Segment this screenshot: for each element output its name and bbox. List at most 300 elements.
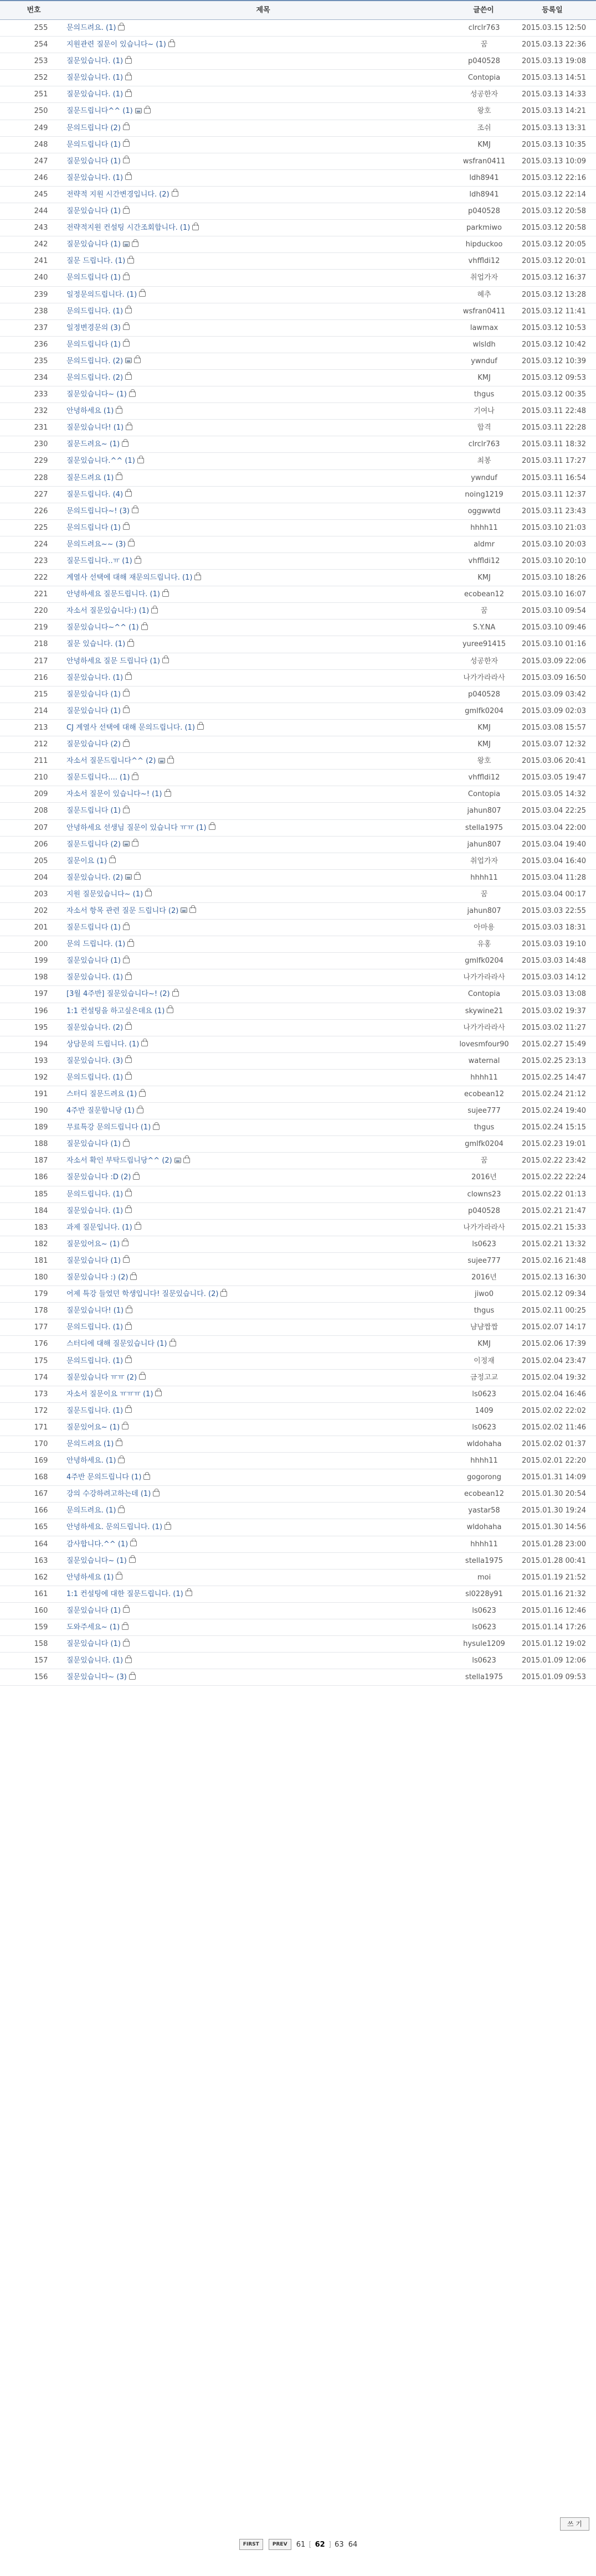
post-title-text: 도와주세요~ (1) (66, 1623, 120, 1632)
post-date: 2015.03.09 22:06 (521, 657, 586, 665)
post-title-link[interactable] (66, 803, 454, 819)
post-title-link[interactable] (66, 220, 454, 236)
post-number: 226 (34, 507, 48, 515)
table-row (0, 337, 596, 353)
table-row (0, 670, 596, 686)
post-title-link[interactable] (66, 1269, 454, 1286)
table-row (0, 720, 596, 736)
post-author: 최봉 (477, 457, 491, 466)
post-title-link[interactable] (66, 1469, 454, 1485)
post-number: 250 (34, 107, 48, 116)
post-title-text: 자소서 항목 관련 질문 드립니다 (2) (66, 906, 179, 915)
post-title-text: 어제 특강 들었던 학생입니다! 질문있습니다. (2) (66, 1290, 219, 1299)
post-title-link[interactable] (66, 1370, 454, 1386)
post-title-link[interactable] (66, 1286, 454, 1302)
post-date: 2015.03.11 22:48 (521, 407, 586, 416)
post-title-link[interactable] (66, 153, 454, 169)
table-row (0, 1036, 596, 1053)
post-date: 2015.03.12 10:53 (521, 323, 586, 332)
post-number: 251 (34, 90, 48, 99)
image-icon (125, 358, 132, 363)
page-link[interactable]: 64 (348, 2540, 358, 2549)
post-title-link[interactable] (66, 53, 454, 69)
lock-icon (167, 758, 174, 763)
post-title-link[interactable] (66, 853, 454, 869)
post-title-text: 문의드립니다. (1) (66, 307, 124, 316)
post-title-link[interactable] (66, 1003, 454, 1019)
lock-icon (141, 624, 148, 630)
post-title-link[interactable] (66, 120, 454, 136)
pagination (0, 2539, 596, 2551)
post-title-text: 질문있습니다 (1) (66, 957, 121, 966)
post-title-text: 질문있습니다~ (1) (66, 390, 127, 399)
post-author: 기여나 (474, 407, 495, 416)
post-title-text: 스터디에 대해 질문있습니다 (1) (66, 1340, 167, 1349)
table-row (0, 1353, 596, 1370)
post-title-text: 일정문의드립니다. (1) (66, 290, 137, 299)
post-number: 161 (34, 1589, 48, 1598)
table-row (0, 370, 596, 386)
table-row (0, 1169, 596, 1186)
post-date: 2015.03.03 18:31 (521, 923, 586, 932)
post-date: 2015.03.12 16:37 (521, 273, 586, 282)
lock-icon (139, 1091, 146, 1097)
post-title-link[interactable] (66, 353, 454, 369)
header-no: 번호 (27, 6, 41, 14)
post-title-link[interactable] (66, 1036, 454, 1052)
post-author: hhhh11 (470, 523, 498, 532)
post-author: KMJ (477, 740, 491, 749)
post-date: 2015.02.07 14:17 (521, 1323, 586, 1332)
post-author: ldh8941 (469, 173, 499, 182)
post-title-link[interactable] (66, 103, 454, 119)
post-title-link[interactable] (66, 303, 454, 319)
table-row (0, 1453, 596, 1469)
post-number: 169 (34, 1457, 48, 1465)
post-title-link[interactable] (66, 570, 454, 586)
lock-icon (139, 291, 146, 297)
post-date: 2015.03.12 00:35 (521, 390, 586, 399)
post-title-link[interactable] (66, 720, 454, 736)
post-date: 2015.02.21 13:32 (521, 1240, 586, 1248)
page-link[interactable]: 61 (296, 2540, 306, 2549)
post-title-link[interactable] (66, 536, 454, 553)
table-row (0, 103, 596, 120)
post-title-text: 문의드립니다. (1) (66, 1356, 124, 1365)
post-title-link[interactable] (66, 86, 454, 102)
post-date: 2015.03.12 22:14 (521, 190, 586, 199)
post-title-link[interactable] (66, 1336, 454, 1352)
post-title-text: 질문드립니다.... (1) (66, 773, 130, 782)
lock-icon (137, 1108, 143, 1113)
first-page-button[interactable]: FIRST (239, 2539, 263, 2550)
post-author: ldh8941 (469, 190, 499, 199)
post-title-link[interactable] (66, 386, 454, 402)
table-row (0, 86, 596, 103)
post-number: 227 (34, 490, 48, 499)
post-author: hipduckoo (465, 240, 503, 249)
post-author: sujee777 (467, 1256, 501, 1265)
lock-icon (123, 141, 130, 147)
lock-icon (123, 208, 130, 214)
table-row (0, 320, 596, 337)
table-row (0, 453, 596, 469)
table-row (0, 1503, 596, 1519)
table-row (0, 470, 596, 487)
table-row (0, 137, 596, 153)
lock-icon (125, 974, 132, 980)
post-title-link[interactable] (66, 70, 454, 86)
post-title-link[interactable] (66, 1453, 454, 1469)
post-title-link[interactable] (66, 1319, 454, 1335)
post-title-link[interactable] (66, 20, 454, 36)
post-title-link[interactable] (66, 320, 454, 336)
post-title-link[interactable] (66, 453, 454, 469)
post-title-link[interactable] (66, 337, 454, 353)
post-title-link[interactable] (66, 170, 454, 186)
image-icon (125, 874, 132, 880)
post-title-text: 문의드립니다 (1) (66, 523, 121, 532)
post-date: 2015.01.14 17:26 (521, 1623, 586, 1632)
post-title-link[interactable] (66, 553, 454, 569)
post-title-link[interactable] (66, 253, 454, 269)
post-author: 2016년 (471, 1273, 497, 1282)
table-row (0, 753, 596, 770)
post-author: p040528 (468, 207, 500, 216)
table-row (0, 270, 596, 286)
post-title-text: 질문드립니다 (1) (66, 807, 121, 815)
post-number: 207 (34, 823, 48, 832)
post-number: 186 (34, 1173, 48, 1182)
post-date: 2015.01.09 09:53 (521, 1673, 586, 1682)
lock-icon (151, 608, 158, 613)
lock-icon (162, 658, 169, 663)
lock-icon (116, 1574, 122, 1579)
post-date: 2015.03.12 20:05 (521, 240, 586, 249)
post-title-text: 질문있습니다. (2) (66, 873, 124, 882)
post-title-link[interactable] (66, 620, 454, 636)
post-date: 2015.02.04 16:46 (521, 1390, 586, 1398)
post-title-text: 지원 질문있습니다~ (1) (66, 890, 143, 899)
post-author: S.Y.NA (472, 623, 496, 632)
post-author: 꿈 (480, 607, 488, 616)
post-title-link[interactable] (66, 203, 454, 219)
post-author: 성공한자 (470, 90, 499, 99)
post-date: 2015.03.09 16:50 (521, 673, 586, 682)
page-separator: ] (328, 2540, 331, 2549)
lock-icon (123, 275, 130, 280)
lock-icon (133, 1174, 140, 1180)
post-title-link[interactable] (66, 1203, 454, 1219)
post-title-text: 자소서 질문있습니다:) (1) (66, 607, 150, 616)
post-date: 2015.01.09 12:06 (521, 1656, 586, 1665)
post-title-text: 질문있습니다 (1) (66, 240, 121, 249)
lock-icon (144, 108, 151, 113)
post-title-link[interactable] (66, 820, 454, 836)
post-title-link[interactable] (66, 1386, 454, 1402)
table-row (0, 187, 596, 203)
page-separator: [ (309, 2540, 312, 2549)
lock-icon (123, 324, 130, 330)
post-title-link[interactable] (66, 1136, 454, 1152)
post-title-link[interactable] (66, 886, 454, 902)
post-number: 220 (34, 607, 48, 616)
post-author: lawmax (470, 323, 499, 332)
post-title-link[interactable] (66, 1070, 454, 1086)
post-title-link[interactable] (66, 786, 454, 802)
table-row (0, 1020, 596, 1036)
prev-page-button[interactable]: PREV (269, 2539, 291, 2550)
post-title-link[interactable] (66, 137, 454, 153)
post-author: wlsldh (472, 340, 496, 349)
post-title-link[interactable] (66, 1220, 454, 1236)
lock-icon (134, 358, 141, 363)
post-title-text: 질문있어요~ (1) (66, 1240, 120, 1248)
post-title-link[interactable] (66, 1586, 454, 1602)
post-title-link[interactable] (66, 1553, 454, 1569)
post-number: 213 (34, 723, 48, 732)
post-title-link[interactable] (66, 1053, 454, 1069)
post-title-text: 계열사 선택에 대해 재문의드립니다. (1) (66, 574, 193, 582)
post-title-link[interactable] (66, 270, 454, 286)
post-title-link[interactable] (66, 1603, 454, 1619)
post-title-link[interactable] (66, 753, 454, 769)
post-date: 2015.02.12 09:34 (521, 1290, 586, 1299)
post-title-link[interactable] (66, 1169, 454, 1185)
post-date: 2015.02.24 19:40 (521, 1107, 586, 1116)
post-author: hhhh11 (470, 873, 498, 882)
post-title-link[interactable] (66, 370, 454, 386)
post-author: hhhh11 (470, 1073, 498, 1082)
post-title-link[interactable] (66, 1353, 454, 1369)
post-title-link[interactable] (66, 1653, 454, 1669)
post-title-text: 질문있습니다 (1) (66, 1256, 121, 1265)
post-author: KMJ (477, 723, 491, 732)
table-row (0, 203, 596, 220)
post-date: 2015.03.12 22:16 (521, 173, 586, 182)
post-number: 230 (34, 440, 48, 449)
post-title-link[interactable] (66, 487, 454, 503)
post-number: 159 (34, 1623, 48, 1632)
post-title-link[interactable] (66, 870, 454, 886)
post-number: 222 (34, 574, 48, 582)
post-title-link[interactable] (66, 903, 454, 919)
post-title-text: 문의드립니다. (2) (66, 357, 124, 365)
post-number: 240 (34, 273, 48, 282)
post-title-link[interactable] (66, 736, 454, 752)
lock-icon (130, 1541, 137, 1546)
table-row (0, 153, 596, 170)
table-row (0, 886, 596, 903)
post-author: 나가가라라사 (463, 1023, 505, 1032)
post-title-text: 문의드려요. (1) (66, 1506, 116, 1515)
post-title-link[interactable] (66, 670, 454, 686)
post-title-text: 질문있습니다.^^ (1) (66, 457, 135, 466)
post-title-link[interactable] (66, 470, 454, 486)
post-title-link[interactable] (66, 1086, 454, 1102)
post-title-text: 문의드립니다 (2) (66, 123, 121, 132)
lock-icon (123, 691, 130, 696)
lock-icon (132, 775, 138, 780)
post-title-link[interactable] (66, 1669, 454, 1685)
post-title-text: 질문있습니다 (1) (66, 1640, 121, 1649)
post-number: 171 (34, 1423, 48, 1432)
post-number: 245 (34, 190, 48, 199)
lock-icon (127, 941, 134, 947)
lock-icon (135, 1224, 141, 1230)
post-author: stella1975 (465, 1673, 503, 1682)
post-title-link[interactable] (66, 1519, 454, 1535)
lock-icon (123, 1257, 130, 1263)
post-date: 2015.01.28 23:00 (521, 1540, 586, 1548)
post-date: 2015.03.10 18:26 (521, 574, 586, 582)
post-title-text: 질문있습니다! (1) (66, 1307, 124, 1315)
post-author: vhffldi12 (468, 773, 500, 782)
post-title-text: 문의드립니다. (2) (66, 373, 124, 382)
post-date: 2015.02.02 01:37 (521, 1439, 586, 1448)
lock-icon (123, 741, 130, 747)
post-title-link[interactable] (66, 520, 454, 536)
post-title-text: 질문있습니다. (1) (66, 1206, 124, 1215)
post-title-link[interactable] (66, 287, 454, 303)
lock-icon (127, 258, 134, 264)
post-title-link[interactable] (66, 603, 454, 619)
post-title-text: 안녕하세요. 문의드립니다. (1) (66, 1523, 163, 1532)
post-number: 206 (34, 840, 48, 849)
post-title-link[interactable] (66, 1486, 454, 1502)
post-title-link[interactable] (66, 403, 454, 419)
post-number: 187 (34, 1157, 48, 1165)
post-number: 205 (34, 856, 48, 865)
post-number: 247 (34, 157, 48, 166)
post-date: 2015.03.11 18:32 (521, 440, 586, 449)
table-row (0, 1319, 596, 1336)
post-title-link[interactable] (66, 969, 454, 985)
post-title-link[interactable] (66, 703, 454, 719)
post-title-text: 자소서 확인 부탁드립니당^^ (2) (66, 1157, 172, 1165)
post-title-link[interactable] (66, 1303, 454, 1319)
post-author: ls0623 (472, 1606, 496, 1615)
post-title-link[interactable] (66, 770, 454, 786)
post-author: hysule1209 (463, 1640, 505, 1649)
post-number: 215 (34, 690, 48, 699)
post-author: 혜추 (477, 290, 491, 299)
post-title-link[interactable] (66, 1503, 454, 1519)
post-title-link[interactable] (66, 1570, 454, 1586)
post-title-link[interactable] (66, 1103, 454, 1119)
post-author: clrclr763 (468, 24, 500, 32)
post-number: 232 (34, 407, 48, 416)
lock-icon (118, 1508, 125, 1513)
post-number: 174 (34, 1373, 48, 1382)
post-date: 2015.03.04 19:40 (521, 840, 586, 849)
post-title-text: 질문있습니다 :) (2) (66, 1273, 129, 1282)
post-title-link[interactable] (66, 1253, 454, 1269)
post-number: 235 (34, 357, 48, 365)
lock-icon (135, 558, 141, 564)
post-title-link[interactable] (66, 920, 454, 936)
post-date: 2015.02.06 17:39 (521, 1340, 586, 1349)
table-row (0, 703, 596, 720)
post-title-text: 4주반 문의드립니다 (1) (66, 1473, 142, 1482)
post-number: 164 (34, 1540, 48, 1548)
post-title-text: 문의드립니다. (1) (66, 1323, 124, 1332)
table-row (0, 536, 596, 553)
post-title-link[interactable] (66, 1403, 454, 1419)
post-title-link[interactable] (66, 1186, 454, 1202)
table-row (0, 1136, 596, 1153)
post-title-link[interactable] (66, 936, 454, 952)
post-title-link[interactable] (66, 37, 454, 53)
post-date: 2015.03.09 03:42 (521, 690, 586, 699)
post-title-link[interactable] (66, 1619, 454, 1635)
post-title-link[interactable] (66, 187, 454, 203)
post-title-link[interactable] (66, 503, 454, 519)
post-title-link[interactable] (66, 653, 454, 669)
post-title-text: 문의드려요~~ (3) (66, 540, 126, 549)
post-title-link[interactable] (66, 837, 454, 853)
post-title-text: 질문드려요 (1) (66, 473, 114, 482)
post-title-link[interactable] (66, 1153, 454, 1169)
post-title-link[interactable] (66, 1636, 454, 1652)
post-title-link[interactable] (66, 986, 454, 1002)
post-title-link[interactable] (66, 1436, 454, 1452)
lock-icon (123, 125, 130, 130)
lock-icon (220, 1291, 227, 1297)
table-row (0, 953, 596, 969)
table-row (0, 986, 596, 1003)
lock-icon (143, 1474, 150, 1480)
post-title-link[interactable] (66, 586, 454, 602)
write-button[interactable]: 쓰 기 (560, 2517, 589, 2531)
post-date: 2015.03.04 22:25 (521, 807, 586, 815)
post-number: 158 (34, 1640, 48, 1649)
post-title-link[interactable] (66, 436, 454, 452)
post-title-link[interactable] (66, 1236, 454, 1252)
table-row (0, 37, 596, 53)
post-title-link[interactable] (66, 236, 454, 252)
post-author: ls0623 (472, 1623, 496, 1632)
post-author: skywine21 (465, 1006, 503, 1015)
post-title-link[interactable] (66, 1119, 454, 1135)
post-title-link[interactable] (66, 686, 454, 703)
lock-icon (109, 858, 116, 863)
post-author: ls0623 (472, 1423, 496, 1432)
post-title-link[interactable] (66, 1020, 454, 1036)
post-title-text: 문의드립니다 (1) (66, 273, 121, 282)
post-date: 2015.03.12 13:28 (521, 290, 586, 299)
post-author: 금정고교 (470, 1373, 499, 1382)
lock-icon (125, 1074, 132, 1080)
post-title-link[interactable] (66, 1419, 454, 1436)
lock-icon (125, 491, 132, 497)
post-title-link[interactable] (66, 420, 454, 436)
post-number: 244 (34, 207, 48, 216)
lock-icon (123, 1607, 130, 1613)
post-title-link[interactable] (66, 1536, 454, 1552)
post-author: KMJ (477, 1340, 491, 1349)
post-title-link[interactable] (66, 636, 454, 652)
table-row (0, 1236, 596, 1253)
post-title-link[interactable] (66, 953, 454, 969)
post-number: 170 (34, 1439, 48, 1448)
page-link[interactable]: 63 (335, 2540, 344, 2549)
post-date: 2015.01.16 12:46 (521, 1606, 586, 1615)
table-row (0, 1486, 596, 1503)
post-number: 253 (34, 57, 48, 66)
header-date: 등록일 (542, 6, 563, 14)
post-number: 217 (34, 657, 48, 665)
